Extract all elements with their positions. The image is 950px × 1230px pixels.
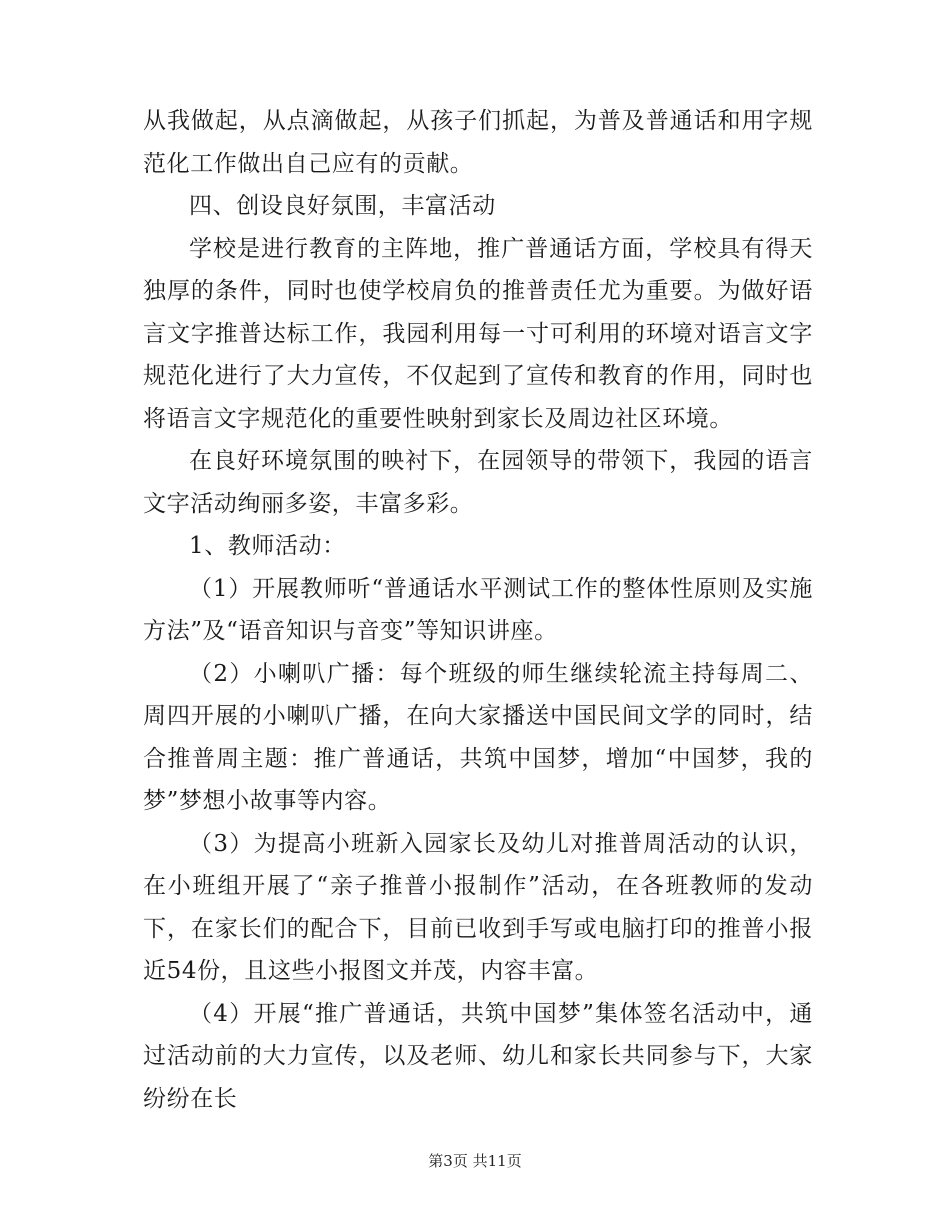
list-item-4: （4）开展“推广普通话，共筑中国梦”集体签名活动中，通过活动前的大力宣传，以及老师、幼儿和家长共同参与下，大家纷纷在长 [143,1000,813,1112]
subsection-heading: 1、教师活动： [189,533,346,559]
document-body [143,100,813,1120]
list-item-2: （2）小喇叭广播：每个班级的师生继续轮流主持每周二、周四开展的小喇叭广播，在向大家播送中国民间文学的同时，结合推普周主题：推广普通话，共筑中国梦，增加“中国梦，我的梦”梦想小故事等内容。 [143,660,813,814]
section-heading: 四、创设良好氛围，丰富活动 [189,193,496,219]
paragraph-atmosphere: 在良好环境氛围的映衬下，在园领导的带领下，我园的语言文字活动绚丽多姿，丰富多彩。 [143,448,813,517]
list-item-3: （3）为提高小班新入园家长及幼儿对推普周活动的认识，在小班组开展了“亲子推普小报制作”活动，在各班教师的发动下，在家长们的配合下，目前已收到手写或电脑打印的推普小报近54份，且这些小报图文并茂，内容丰富。 [143,830,813,984]
paragraph-continuation: 从我做起，从点滴做起，从孩子们抓起，为普及普通话和用字规范化工作做出自己应有的贡献。 [143,108,813,177]
list-item-1: （1）开展教师听“普通话水平测试工作的整体性原则及实施方法”及“语音知识与音变”等知识讲座。 [143,575,813,644]
page-number-footer: 第3页 共11页 [428,1152,522,1170]
paragraph-school: 学校是进行教育的主阵地，推广普通话方面，学校具有得天独厚的条件，同时也使学校肩负的推普责任尤为重要。为做好语言文字推普达标工作，我园利用每一寸可利用的环境对语言文字规范化进行了大力宣传，不仅起到了宣传和教育的作用，同时也将语言文字规范化的重要性映射到家长及周边社区环境。 [143,235,813,432]
